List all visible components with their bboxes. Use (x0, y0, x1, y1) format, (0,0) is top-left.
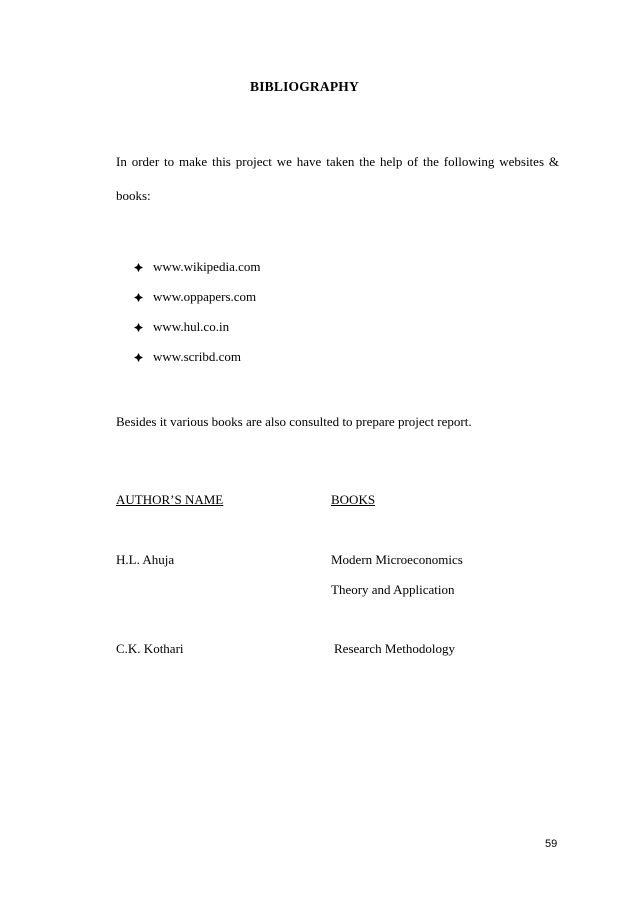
diamond-bullet-icon (134, 323, 143, 332)
diamond-bullet-icon (134, 263, 143, 272)
list-item (134, 252, 260, 282)
page-number: 59 (545, 838, 558, 850)
website-list (134, 252, 260, 372)
author-name: C.K. Kothari (116, 641, 184, 656)
book-title-continued: Theory and Application (331, 582, 455, 597)
list-item (134, 342, 260, 372)
intro-paragraph: In order to make this project we have taken the help of the following websites & books: (116, 154, 559, 203)
books-header: BOOKS (331, 492, 376, 507)
list-item (134, 282, 260, 312)
website-link: www.oppapers.com (153, 289, 257, 304)
besides-paragraph: Besides it various books are also consulted to prepare project report. (116, 414, 472, 429)
page-title: BIBLIOGRAPHY (250, 79, 359, 94)
author-name: H.L. Ahuja (116, 552, 175, 567)
author-header: AUTHOR’S NAME (116, 492, 224, 507)
diamond-bullet-icon (134, 293, 143, 302)
book-title: Research Methodology (334, 641, 455, 656)
list-item (134, 312, 260, 342)
diamond-bullet-icon (134, 353, 143, 362)
book-title: Modern Microeconomics (331, 552, 463, 567)
website-link: www.scribd.com (153, 349, 241, 364)
website-link: www.hul.co.in (153, 319, 230, 334)
website-link: www.wikipedia.com (153, 259, 261, 274)
